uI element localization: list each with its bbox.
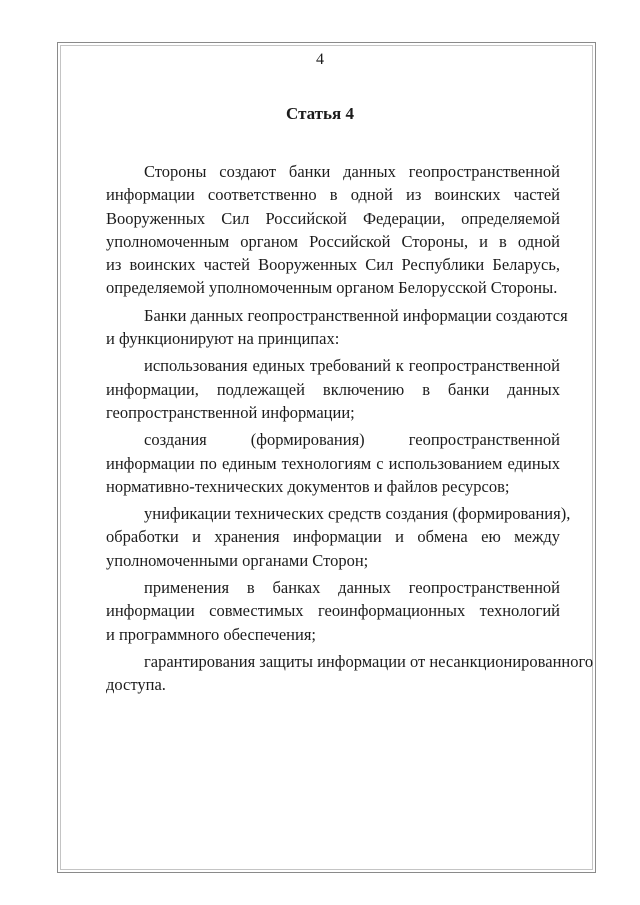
body-line: и функционируют на принципах: [106, 329, 340, 349]
body-line: Стороны создают банки данных геопространственной [144, 162, 560, 181]
body-line: из воинских частей Вооруженных Сил Республики Беларусь, [106, 255, 560, 275]
body-line: применения в банках данных геопространственной [144, 578, 560, 598]
body-line: создания (формирования) геопространственной [144, 430, 560, 450]
body-line: уполномоченными органами Сторон; [106, 550, 369, 570]
body-line: унификации технических средств создания (формирования), [144, 504, 571, 524]
page-number: 4 [316, 51, 324, 68]
body-line: уполномоченным органом Российской Стороны, и в одной [106, 231, 560, 251]
body-line: использования единых требований к геопространственной [144, 356, 560, 376]
body-line: информации совместимых геоинформационных технологий [106, 601, 560, 621]
body-line: обработки и хранения информации и обмена ею между [106, 527, 560, 547]
body-line: информации, подлежащей включению в банки данных [106, 379, 560, 399]
body-line: и программного обеспечения; [106, 624, 317, 644]
body-line: нормативно-технических документов и файлов ресурсов; [106, 476, 510, 496]
body-line: информации по единым технологиям с использованием единых [106, 453, 560, 473]
body-line: гарантирования защиты информации от несанкционированного [144, 651, 594, 671]
body-line: геопространственной информации; [106, 402, 355, 422]
body-line: определяемой уполномоченным органом Белорусской Стороны. [106, 278, 558, 298]
body-line: Вооруженных Сил Российской Федерации, определяемой [106, 208, 560, 228]
body-line: информации соответственно в одной из воинских частей [106, 185, 560, 205]
body-line: Банки данных геопространственной информации создаются [144, 305, 568, 325]
article-title: Статья 4 [286, 104, 354, 123]
body-line: доступа. [106, 675, 166, 695]
article-body [106, 160, 594, 697]
